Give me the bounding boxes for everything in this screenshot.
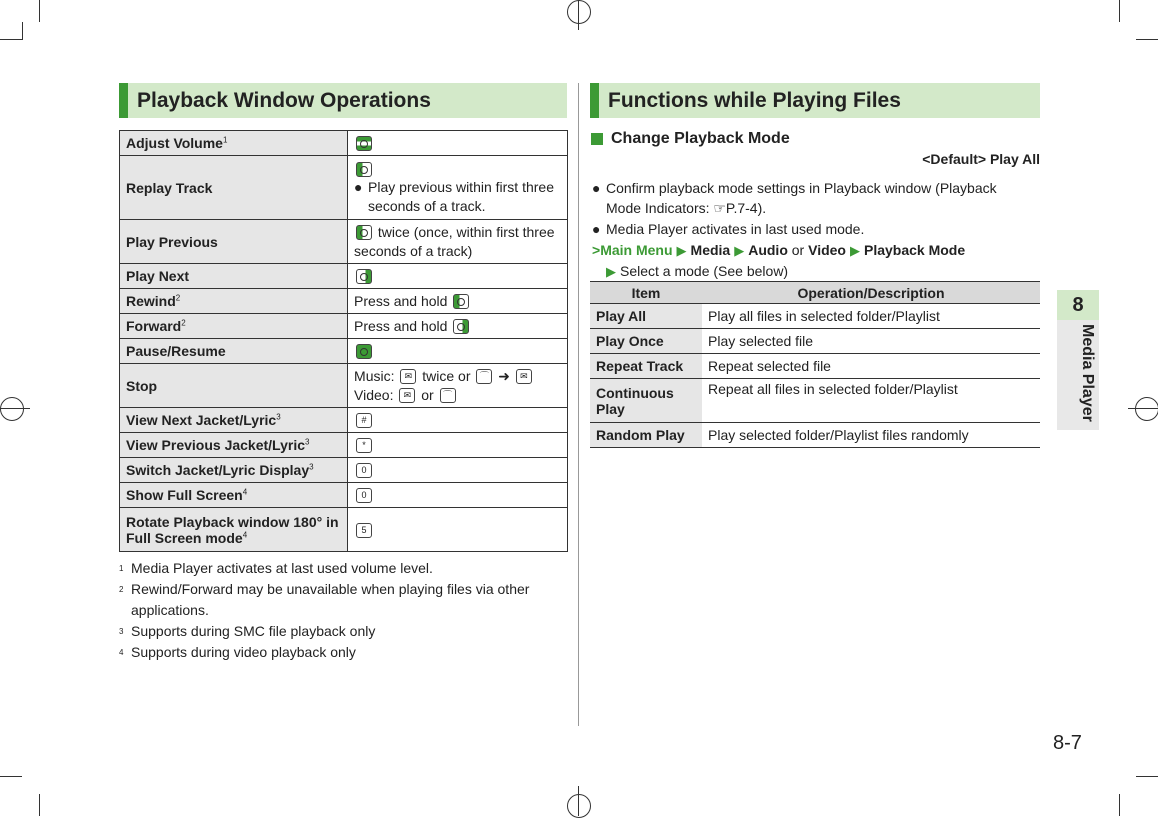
- mode-name: Continuous Play: [590, 379, 702, 423]
- crop-mark: [0, 776, 22, 777]
- footnote-ref: 4: [242, 487, 248, 497]
- bullet-icon: ●: [592, 180, 601, 196]
- nav-key-left-icon: [356, 162, 372, 177]
- row-label: View Previous Jacket/Lyric: [126, 437, 305, 453]
- bullet-list: [592, 178, 1032, 239]
- arrow-icon: >: [592, 242, 601, 258]
- triangle-icon: ▶: [734, 243, 745, 258]
- footnote-ref: 4: [242, 529, 248, 539]
- mail-key-icon: ✉: [399, 388, 415, 403]
- chapter-tab: [1057, 290, 1099, 430]
- table-row: [120, 220, 568, 264]
- right-section-title: Functions while Playing Files: [608, 88, 901, 112]
- mode-description: Repeat selected file: [702, 354, 1040, 379]
- nav-select: Select a mode (See below): [620, 263, 789, 279]
- table-row: [120, 458, 568, 483]
- row-description: Press and hold: [354, 292, 448, 309]
- row-description: Play previous within first three seconds of a track.: [368, 179, 554, 214]
- footnote-number: 2: [119, 585, 124, 594]
- five-key-icon: 5: [356, 523, 372, 538]
- table-header-row: [590, 282, 1040, 304]
- crop-mark: [1136, 39, 1158, 40]
- bullet-icon: ●: [354, 179, 363, 195]
- end-key-icon: ⌒: [476, 369, 492, 384]
- table-row: [590, 423, 1040, 448]
- crop-mark: [39, 0, 40, 22]
- footnote-ref: 3: [309, 462, 314, 472]
- column-header: Operation/Description: [702, 282, 1040, 304]
- stop-video-mid: or: [421, 386, 434, 403]
- star-key-icon: *: [356, 438, 372, 453]
- table-row: [120, 508, 568, 552]
- nav-key-right-icon: [453, 319, 469, 334]
- table-row: [120, 264, 568, 289]
- triangle-icon: ▶: [849, 243, 860, 258]
- crop-mark: [0, 408, 30, 409]
- table-row: [590, 354, 1040, 379]
- square-bullet-icon: [591, 133, 603, 145]
- mail-key-icon: ✉: [400, 369, 416, 384]
- nav-main-menu: Main Menu: [600, 242, 673, 258]
- footnote-ref: 3: [276, 412, 281, 422]
- crop-mark: [1136, 776, 1158, 777]
- row-label: Replay Track: [126, 179, 213, 196]
- registration-mark: [1135, 397, 1158, 421]
- list-item: ● Media Player activates in last used mode.: [592, 221, 865, 237]
- row-label: Rotate Playback window 180° in Full Screen mode: [126, 513, 339, 546]
- nav-video: Video: [808, 242, 846, 258]
- table-row: [120, 408, 568, 433]
- row-label: Play Previous: [126, 233, 218, 250]
- triangle-icon: ▶: [606, 264, 616, 279]
- table-row: [120, 339, 568, 364]
- default-label: <Default> Play All: [922, 151, 1040, 167]
- chapter-number: 8: [1057, 290, 1099, 320]
- mode-name: Play All: [590, 304, 702, 329]
- zero-key-icon: 0: [356, 488, 372, 503]
- footnote-number: 3: [119, 627, 124, 636]
- registration-mark: [567, 794, 591, 818]
- mode-description: Play all files in selected folder/Playlist: [702, 304, 1040, 329]
- crop-mark: [39, 794, 40, 816]
- footnotes: [119, 558, 559, 663]
- nav-playback-mode: Playback Mode: [863, 242, 966, 258]
- header-accent-bar: [119, 83, 128, 118]
- crop-mark: [0, 39, 22, 40]
- chapter-label: Media Player: [1079, 324, 1096, 422]
- footnote-number: 4: [119, 648, 124, 657]
- nav-key-updown-icon: [356, 136, 372, 151]
- column-header: Item: [590, 282, 702, 304]
- operations-table: [119, 130, 568, 552]
- navigation-path: [592, 240, 1032, 282]
- table-row: [590, 304, 1040, 329]
- list-item: ● Confirm playback mode settings in Playback window (Playback Mode Indicators: ☞P.7-4).: [592, 180, 997, 216]
- registration-mark: [567, 0, 591, 24]
- stop-video-label: Video:: [354, 386, 394, 403]
- crop-mark: [578, 0, 579, 30]
- stop-music-mid: twice or: [422, 367, 471, 384]
- left-section-title: Playback Window Operations: [137, 88, 431, 112]
- table-row: Stop Music: ✉ twice or ⌒ ➜ ✉ Video: ✉ or ⌒: [120, 364, 568, 408]
- stop-music-label: Music:: [354, 367, 395, 384]
- mail-key-icon: ✉: [516, 369, 532, 384]
- footnote-ref: 2: [181, 318, 186, 328]
- registration-mark: [0, 397, 24, 421]
- crop-mark: [1119, 794, 1120, 816]
- footnote-text: Supports during SMC file playback only: [131, 623, 376, 639]
- nav-key-left-icon: [356, 225, 372, 240]
- triangle-icon: ▶: [676, 243, 687, 258]
- nav-key-center-icon: [356, 344, 372, 359]
- table-row: [590, 379, 1040, 423]
- subsection-title-text: Change Playback Mode: [611, 130, 790, 147]
- nav-or: or: [791, 242, 805, 258]
- row-label: Show Full Screen: [126, 487, 243, 503]
- footnote-ref: 2: [175, 293, 181, 303]
- mode-name: Random Play: [590, 423, 702, 448]
- crop-mark: [578, 786, 579, 816]
- footnote-text: Rewind/Forward may be unavailable when playing files via other applications.: [131, 581, 530, 618]
- footnote-text: Supports during video playback only: [131, 644, 356, 660]
- table-row: [120, 314, 568, 339]
- nav-key-left-icon: [453, 294, 469, 309]
- row-label: Forward: [126, 318, 182, 334]
- table-row: [120, 131, 568, 156]
- mode-description: Repeat all files in selected folder/Playlist: [702, 379, 1040, 423]
- nav-key-right-icon: [356, 269, 372, 284]
- footnote-ref: 3: [305, 437, 310, 447]
- nav-media: Media: [690, 242, 731, 258]
- bullet-icon: ●: [592, 221, 601, 237]
- footnote-number: 1: [119, 564, 124, 573]
- zero-key-icon: 0: [356, 463, 372, 478]
- crop-mark: [1128, 408, 1158, 409]
- row-label: Play Next: [126, 268, 190, 284]
- crop-mark: [1119, 0, 1120, 22]
- footnote-text: Media Player activates at last used volume level.: [131, 560, 433, 576]
- table-row: [120, 289, 568, 314]
- playback-mode-table: [590, 281, 1040, 448]
- mode-name: Play Once: [590, 329, 702, 354]
- mode-description: Play selected file: [702, 329, 1040, 354]
- end-key-icon: ⌒: [440, 388, 456, 403]
- table-row: [120, 433, 568, 458]
- table-row: [120, 156, 568, 220]
- header-accent-bar: [590, 83, 599, 118]
- left-section-header: [119, 83, 567, 118]
- column-divider: [578, 83, 579, 726]
- row-label: Rewind: [126, 293, 176, 309]
- mode-name: Repeat Track: [590, 354, 702, 379]
- row-description: Press and hold: [354, 317, 448, 334]
- row-label: Adjust Volume: [126, 135, 223, 151]
- table-row: [590, 329, 1040, 354]
- row-label: Stop: [126, 377, 158, 394]
- right-section-header: [590, 83, 1040, 118]
- nav-audio: Audio: [748, 242, 788, 258]
- table-row: [120, 483, 568, 508]
- row-label: View Next Jacket/Lyric: [126, 412, 277, 428]
- row-description: twice (once, within first three seconds of a track): [354, 223, 555, 259]
- row-label: Pause/Resume: [126, 343, 226, 359]
- mode-description: Play selected folder/Playlist files randomly: [702, 423, 1040, 448]
- hash-key-icon: #: [356, 413, 372, 428]
- subsection-title: [591, 130, 790, 148]
- crop-mark: [22, 22, 23, 40]
- footnote-ref: 1: [222, 135, 228, 145]
- page-number: 8-7: [1053, 732, 1082, 754]
- row-label: Switch Jacket/Lyric Display: [126, 462, 310, 478]
